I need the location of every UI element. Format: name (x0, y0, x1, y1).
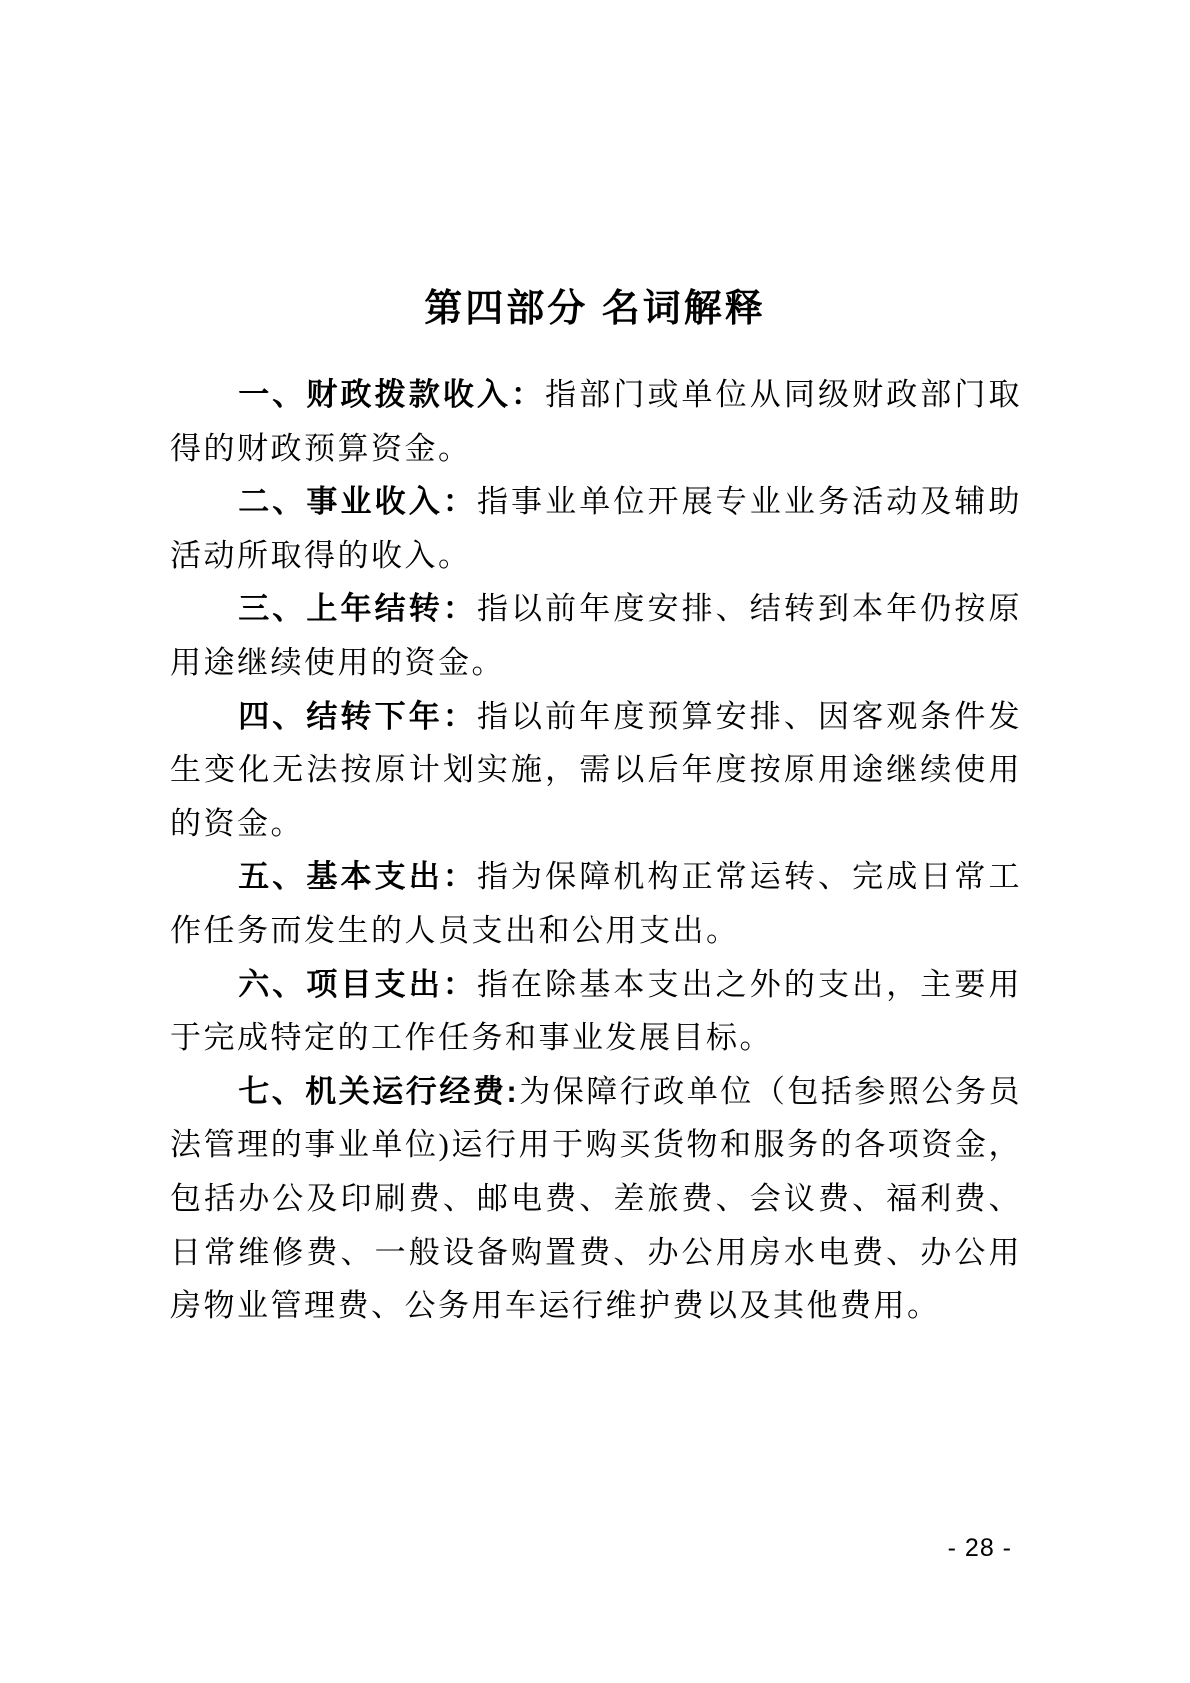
term-definition: 指以前年度预算安排、因客观条件发生变化无法按原计划实施，需以后年度按原用途继续使用的资金。 (170, 698, 1023, 841)
term-label: 二、事业收入： (238, 484, 477, 520)
term-label: 三、上年结转： (238, 591, 477, 627)
definition-paragraph (170, 582, 1022, 689)
term-label: 一、财政拨款收入： (238, 377, 546, 412)
term-label: 四、结转下年： (238, 698, 477, 734)
term-definition: 指部门或单位从同级财政部门取得的财政预算资金。 (170, 377, 1023, 466)
definition-paragraph (170, 475, 1022, 582)
definition-paragraph (170, 958, 1022, 1065)
definition-paragraph (170, 1065, 1022, 1333)
term-definition: 指事业单位开展专业业务活动及辅助活动所取得的收入。 (170, 484, 1023, 573)
term-label: 七、机关运行经费: (238, 1073, 520, 1109)
definition-paragraph (170, 368, 1022, 475)
term-definition: 指在除基本支出之外的支出，主要用于完成特定的工作任务和事业发展目标。 (170, 966, 1023, 1056)
term-definition: 指以前年度安排、结转到本年仍按原用途继续使用的资金。 (170, 591, 1023, 680)
term-label: 五、基本支出： (238, 859, 477, 895)
page-title: 第四部分 名词解释 (424, 288, 766, 331)
term-label: 六、项目支出： (238, 966, 477, 1002)
page-number: - 28 - (947, 1534, 1012, 1562)
term-definition: 为保障行政单位（包括参照公务员法管理的事业单位)运行用于购买货物和服务的各项资金，包括办公及印刷费、邮电费、差旅费、会议费、福利费、日常维修费、一般设备购置费、办公用房水电费、办公用房物业管理费、公务用车运行维护费以及其他费用。 (170, 1073, 1023, 1324)
term-definition: 指为保障机构正常运转、完成日常工作任务而发生的人员支出和公用支出。 (170, 859, 1023, 948)
definitions-body (170, 368, 1022, 1333)
definition-paragraph (170, 690, 1022, 851)
definition-paragraph (170, 850, 1022, 957)
